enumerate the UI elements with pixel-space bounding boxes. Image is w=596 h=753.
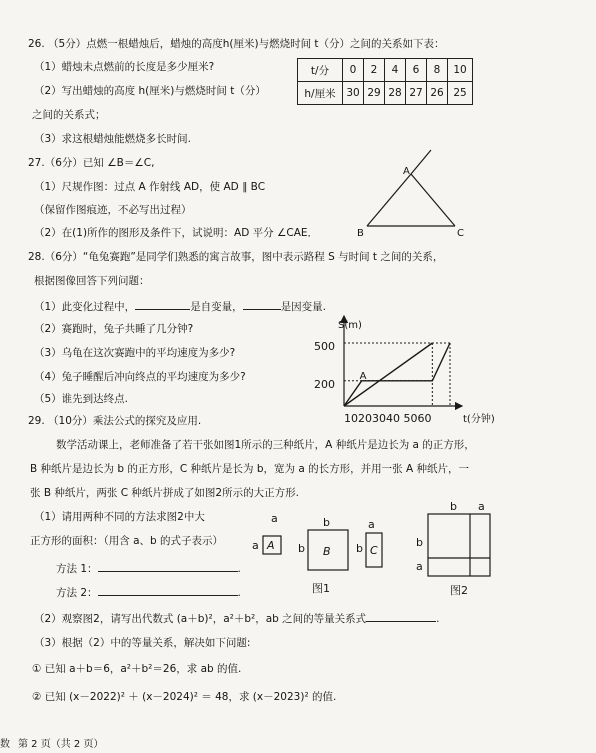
q29-part3-1: ① 已知 a＋b＝6，a²＋b²＝26，求 ab 的值. [32,663,242,675]
relation-period: . [436,613,440,625]
q26-stem: 26. （5分）点燃一根蜡烛后，蜡烛的高度h(厘米)与燃烧时间 t（分）之间的关系如下表： [28,38,445,50]
q26-table [297,58,473,105]
fig1-b-left-c: b [356,542,363,555]
table-cell: 10 [448,59,473,82]
fig2-a-top: a [478,500,485,513]
method2-answer-blank[interactable] [98,584,238,596]
table-cell: 6 [406,59,427,82]
figure-2-big-square [414,498,504,598]
method1-label: 方法 1： [56,563,98,575]
fig1-b-top: b [323,516,330,529]
q29-part1b: 正方形的面积：（用含 a、b 的式子表示） [30,535,224,547]
table-head-h: h/厘米 [298,82,343,105]
figure-1-caption: 图1 [312,582,330,595]
q26-part2b: 之间的关系式； [32,109,106,121]
segment-ab [367,174,411,226]
relation-answer-blank[interactable] [366,610,436,622]
fig1-a-top-c: a [368,518,375,531]
fig2-b-top: b [450,500,457,513]
tortoise-series-line [344,343,432,406]
footer-left-mark: 数 [0,739,10,750]
point-a-label: A [403,166,410,177]
q29-part1a: （1）请用两种不同的方法求图2中大 [34,511,205,523]
table-head-t: t/分 [298,59,343,82]
q27-triangle-figure [355,148,475,240]
q27-part1-note: （保留作图痕迹，不必写出过程） [34,204,192,216]
q29-method1 [56,560,241,576]
table-cell: 8 [427,59,448,82]
fig2-b-left: b [416,536,423,549]
q26-part1: （1）蜡烛未点燃前的长度是多少厘米? [34,61,215,73]
point-b-label: B [357,228,364,239]
method2-period: . [237,587,241,599]
table-cell: 4 [385,59,406,82]
fig1-a-left: a [252,539,259,552]
fig1-a-top: a [271,512,278,525]
table-cell: 25 [448,82,473,105]
q29-intro-3: 张 B 种纸片，两张 C 种纸片拼成了如图2所示的大正方形. [30,487,299,499]
y-tick-500: 500 [314,340,335,353]
y-tick-200: 200 [314,378,335,391]
piece-b-label: B [323,545,331,558]
method1-period: . [237,563,241,575]
table-cell: 29 [364,82,385,105]
q29-stem: 29. （10分）乘法公式的探究及应用. [28,415,202,427]
race-chart [310,310,580,428]
q28-part3: （3）乌龟在这次赛跑中的平均速度为多少? [34,347,236,359]
q26-part2a: （2）写出蜡烛的高度 h(厘米)与燃烧时间 t（分） [34,85,266,97]
method1-answer-blank[interactable] [98,560,238,572]
segment-ca [411,174,455,226]
point-c-label: C [457,228,464,239]
q28-part4: （4）兔子睡醒后冲向终点的平均速度为多少? [34,371,246,383]
piece-a-label: A [267,539,275,552]
piece-c-label: C [370,544,378,557]
answer-blank-1[interactable] [135,298,190,310]
q27-part2: （2）在(1)所作的图形及条件下，试说明：AD 平分 ∠CAE． [34,227,319,239]
figure-2-caption: 图2 [450,584,468,597]
q27-part1: （1）尺规作图：过点 A 作射线 AD，使 AD ∥ BC [34,181,266,193]
q29-part3-2: ② 已知 (x－2022)² ＋ (x－2024)² ＝ 48，求 (x－2023)² 的值. [32,691,337,703]
table-cell: 0 [343,59,364,82]
fig2-outer-square [428,514,490,576]
q29-part2-text: （2）观察图2，请写出代数式 (a＋b)²，a²＋b²，ab 之间的等量关系式 [34,613,367,625]
q29-part3: （3）根据（2）中的等量关系，解决如下问题: [34,637,251,649]
q28-part1 [34,298,326,314]
ray-ae [411,150,431,174]
y-axis-label: S(m) [338,320,362,331]
q28-part1-b: 是自变量， [190,301,243,313]
q28-stem2: 根据图像回答下列问题： [34,275,150,287]
x-axis-label: t(分钟) [463,414,495,425]
table-row [298,82,473,105]
x-tick-labels: 10203040 5060 [344,412,432,425]
q29-intro-1: 数学活动课上，老师准备了若干张如图1所示的三种纸片，A 种纸片是边长为 a 的正方形， [56,439,475,451]
figure-1-paper-pieces [246,512,396,596]
fig1-b-left: b [298,542,305,555]
answer-blank-2[interactable] [243,298,281,310]
q28-stem: 28.（6分）“龟兔赛跑”是同学们熟悉的寓言故事，图中表示路程 S 与时间 t 之间的关系， [28,251,444,263]
q28-part2: （2）赛跑时，兔子共睡了几分钟? [34,323,194,335]
q29-method2 [56,584,241,600]
q29-part2 [34,610,440,626]
q29-intro-2: B 种纸片是边长为 b 的正方形，C 种纸片是长为 b，宽为 a 的长方形，并用一张 A 种纸片，一 [30,463,470,475]
q28-part1-c: 是因变量. [280,301,327,313]
fig2-a-left: a [416,560,423,573]
table-cell: 27 [406,82,427,105]
page-footer: 第 2 页（共 2 页） [18,739,104,750]
method2-label: 方法 2： [56,587,98,599]
table-cell: 30 [343,82,364,105]
table-cell: 28 [385,82,406,105]
q28-part5: （5）谁先到达终点. [34,393,129,405]
q27-stem: 27.（6分）已知 ∠B＝∠C, [28,157,155,169]
chart-point-a-label: A [359,370,367,382]
q26-part3: （3）求这根蜡烛能燃烧多长时间. [34,133,192,145]
q28-part1-a: （1）此变化过程中， [34,301,136,313]
table-cell: 26 [427,82,448,105]
table-cell: 2 [364,59,385,82]
table-row [298,59,473,82]
